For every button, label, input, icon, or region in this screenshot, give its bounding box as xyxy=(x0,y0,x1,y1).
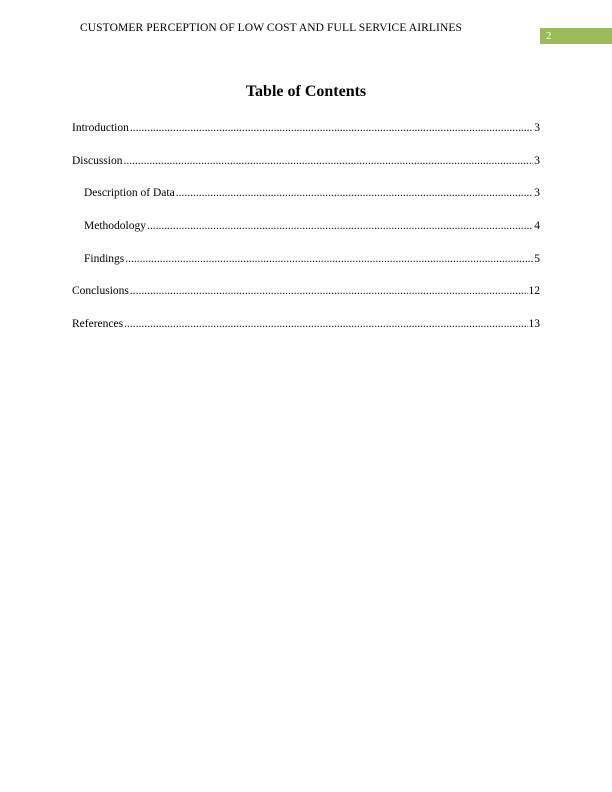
toc-leader xyxy=(130,284,528,298)
toc-entry-discussion[interactable] xyxy=(72,154,540,187)
toc-entry-methodology[interactable] xyxy=(72,219,540,252)
toc-leader xyxy=(124,317,527,331)
toc-leader xyxy=(123,154,533,168)
toc-entry-page: 12 xyxy=(528,285,540,298)
toc-entry-page: 3 xyxy=(534,122,540,134)
toc-entry-text: References xyxy=(72,318,124,331)
toc-entry-page: 3 xyxy=(534,187,540,200)
toc-entry-introduction[interactable] xyxy=(72,121,540,154)
toc-entry-text: Discussion xyxy=(72,154,123,167)
toc-entry-page: 4 xyxy=(534,220,540,233)
toc-leader xyxy=(147,219,533,233)
page-number-badge: 2 xyxy=(540,28,612,44)
toc-entry-page: 13 xyxy=(528,318,540,331)
toc-entry-text: Conclusions xyxy=(72,285,129,298)
toc-entry-text: Findings xyxy=(84,252,125,265)
toc-list xyxy=(72,121,540,350)
toc-leader xyxy=(125,252,533,266)
toc-entry-page: 5 xyxy=(534,252,540,265)
toc-entry-conclusions[interactable] xyxy=(72,284,540,317)
toc-title: Table of Contents xyxy=(245,83,367,100)
toc-entry-text: Description of Data xyxy=(84,187,175,200)
toc-entry-findings[interactable] xyxy=(72,252,540,285)
running-head: CUSTOMER PERCEPTION OF LOW COST AND FULL SERVICE AIRLINES xyxy=(80,22,462,34)
toc-leader xyxy=(130,121,533,135)
toc-entry-text: Introduction xyxy=(72,122,129,134)
toc-entry-text: Methodology xyxy=(84,220,146,233)
toc-leader xyxy=(176,186,534,200)
toc-entry-page: 3 xyxy=(534,154,540,167)
toc-entry-references[interactable] xyxy=(72,317,540,350)
toc-entry-description-of-data[interactable] xyxy=(72,186,540,219)
